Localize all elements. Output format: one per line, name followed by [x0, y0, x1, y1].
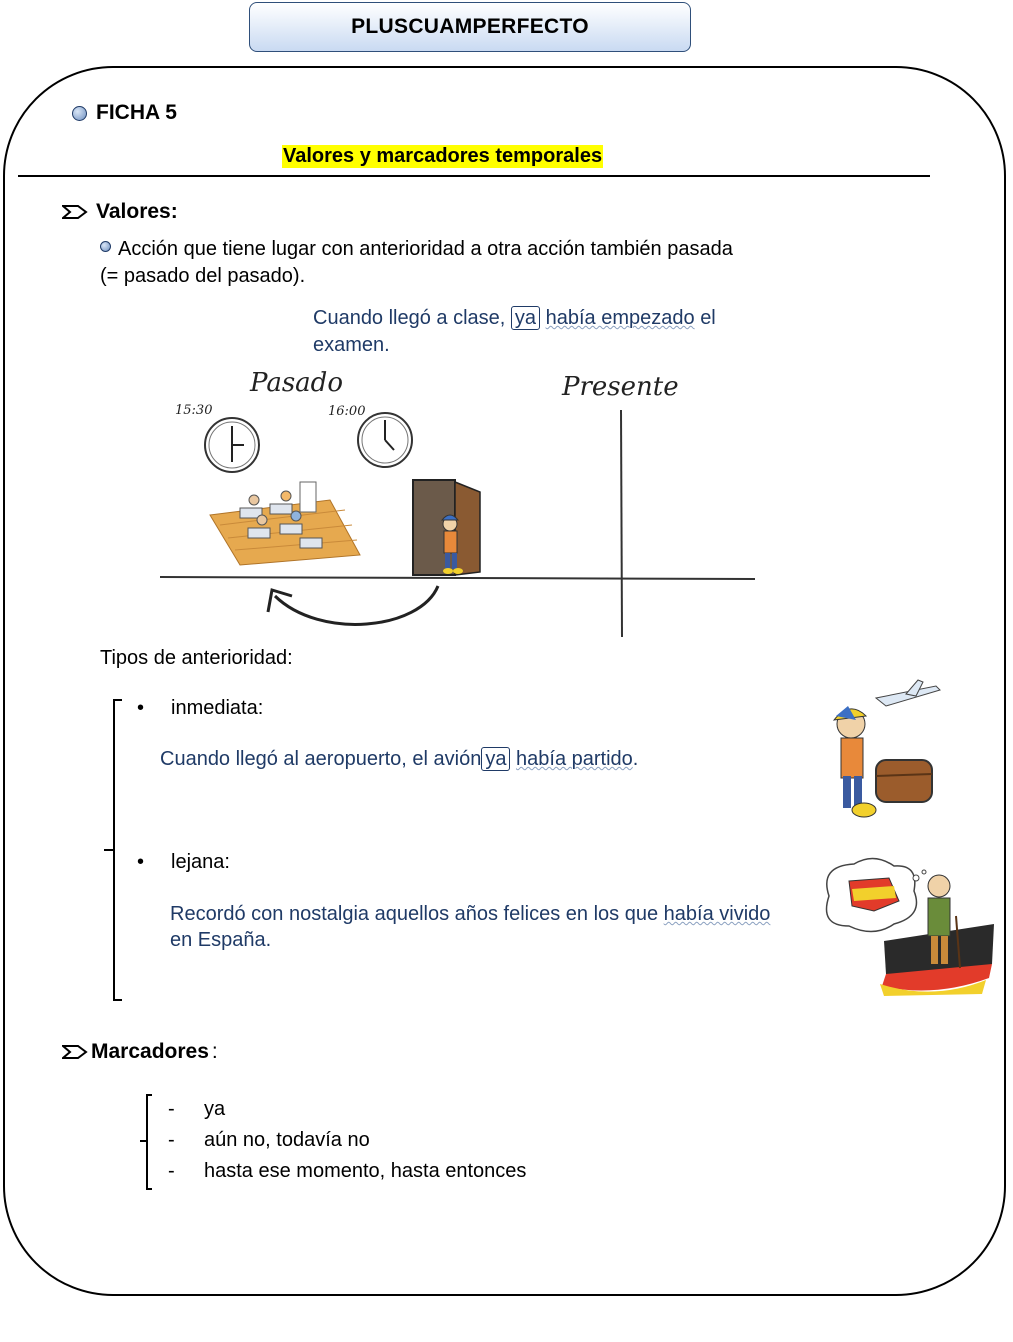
marcador-text: hasta ese momento, hasta entonces [204, 1160, 527, 1182]
traveler-illustration [826, 676, 944, 824]
airplane-icon [876, 680, 940, 706]
ficha-label [72, 101, 177, 125]
door-illustration [413, 480, 480, 575]
marcador-text: ya [204, 1098, 226, 1120]
circle-bullet-icon [100, 241, 111, 252]
example-clase-line2: examen. [313, 334, 390, 356]
chevron-right-icon [62, 1044, 88, 1060]
example-clase [313, 305, 833, 359]
example-clase-verb: había empezado [545, 307, 695, 329]
lejana-label: lejana: [171, 851, 230, 873]
example-clase-post: el [700, 307, 716, 329]
lejana-item [137, 849, 230, 876]
subtitle: Valores y marcadores temporales [283, 145, 603, 167]
bullet-dot-icon: • [137, 697, 145, 719]
valores-item [100, 236, 900, 290]
valores-heading-text: Valores: [96, 200, 178, 223]
inmediata-label: inmediata: [171, 697, 264, 719]
ficha-text: FICHA 5 [96, 101, 177, 124]
chevron-right-icon [62, 204, 88, 220]
example-espana-verb: había vivido [663, 903, 771, 925]
valores-heading [62, 200, 178, 224]
timeline-pasado-label: Pasado [250, 368, 343, 398]
divider [18, 175, 930, 177]
timeline-illustration [150, 400, 770, 645]
marcadores-heading [62, 1040, 218, 1064]
inmediata-item [137, 695, 263, 722]
bullet-dot-icon: • [137, 851, 145, 873]
list-item: - aún no, todavía no [168, 1129, 370, 1151]
example-espana-pre: Recordó con nostalgia aquellos años felices en los que [170, 903, 659, 925]
marcadores-list [168, 1094, 526, 1187]
page-title: PLUSCUAMPERFECTO [249, 2, 691, 52]
time-1530: 15:30 [175, 403, 213, 418]
tipos-bracket [104, 698, 128, 1003]
example-clase-pre: Cuando llegó a clase, [313, 307, 506, 329]
circle-bullet-icon [72, 106, 87, 121]
clock-icon [205, 418, 259, 472]
list-item: - ya [168, 1098, 226, 1120]
example-espana-line2: en España. [170, 929, 272, 951]
example-aeropuerto [160, 746, 810, 773]
present-line [621, 410, 622, 637]
marcadores-colon: : [211, 1040, 218, 1063]
clock-icon [358, 413, 412, 467]
example-aeropuerto-verb: había partido [516, 748, 633, 770]
list-item: - hasta ese momento, hasta entonces [168, 1160, 527, 1182]
valores-item-line1: Acción que tiene lugar con anterioridad a otra acción también pasada [118, 238, 733, 260]
timeline-presente-label: Presente [562, 372, 679, 402]
back-arrow-icon [275, 586, 438, 624]
classroom-illustration [210, 482, 360, 565]
valores-item-line2: (= pasado del pasado). [100, 265, 306, 287]
marcadores-bracket [140, 1093, 156, 1191]
timeline-axis [160, 577, 755, 579]
example-aeropuerto-ya: ya [481, 747, 510, 771]
marcadores-heading-text: Marcadores [91, 1040, 209, 1063]
thought-bubble-icon [827, 858, 927, 931]
tipos-heading: Tipos de anterioridad: [100, 647, 293, 669]
example-aeropuerto-post: . [632, 748, 639, 770]
old-man-illustration [814, 856, 999, 996]
marcador-text: aún no, todavía no [204, 1129, 370, 1151]
example-clase-ya: ya [511, 306, 540, 330]
example-espana [170, 901, 830, 953]
time-1600: 16:00 [328, 404, 366, 419]
example-aeropuerto-pre: Cuando llegó al aeropuerto, el avión [160, 748, 482, 770]
